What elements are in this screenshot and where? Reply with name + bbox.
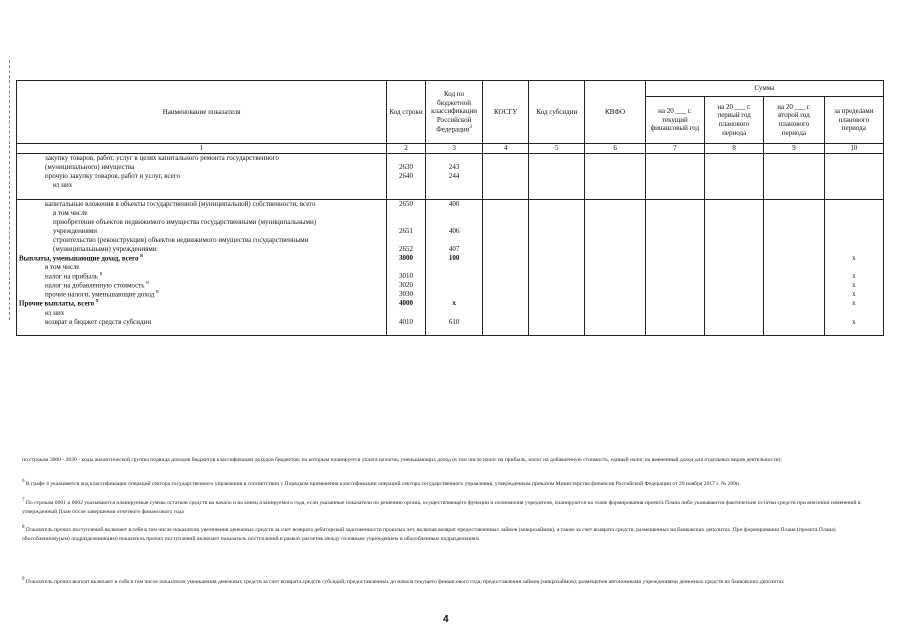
row-beyond	[824, 163, 883, 172]
row-cell	[529, 163, 585, 172]
row-name: налог на добавленную стоимость $^8$	[17, 281, 387, 290]
row-cell	[529, 245, 585, 254]
row-budget-class	[425, 290, 482, 299]
row-code	[387, 326, 426, 336]
row-cell	[645, 281, 704, 290]
row-cell	[529, 154, 585, 164]
row-cell	[585, 154, 645, 164]
row-cell	[645, 172, 704, 181]
row-code	[387, 154, 426, 164]
row-cell	[705, 308, 764, 317]
row-cell	[645, 200, 704, 210]
row-cell	[483, 154, 529, 164]
row-cell	[529, 317, 585, 326]
row-cell	[585, 281, 645, 290]
row-cell	[764, 281, 824, 290]
col-header-year1: на 20 ___ г. текущий финансовый год	[645, 97, 704, 144]
row-cell	[764, 317, 824, 326]
col-header-sum: Сумма	[645, 81, 883, 97]
row-cell	[764, 209, 824, 218]
row-cell	[764, 254, 824, 263]
row-cell	[585, 290, 645, 299]
row-cell	[645, 254, 704, 263]
row-cell	[764, 154, 824, 164]
column-index-8: 8	[705, 144, 764, 154]
row-cell	[705, 317, 764, 326]
row-cell	[585, 200, 645, 210]
row-cell	[764, 172, 824, 181]
row-code: 3000	[387, 254, 426, 263]
row-budget-class: 243	[425, 163, 482, 172]
row-cell	[705, 290, 764, 299]
row-cell	[529, 281, 585, 290]
column-index-4: 4	[483, 144, 529, 154]
row-name: возврат в бюджет средств субсидии	[17, 317, 387, 326]
row-cell	[585, 308, 645, 317]
row-cell	[705, 236, 764, 245]
row-name: капитальные вложения в объекты государственной (муниципальной) собственности, всего	[17, 200, 387, 210]
col-header-budget-class: Код по бюджетной классификации Российской Федерации$^3$	[425, 81, 482, 144]
row-cell	[529, 290, 585, 299]
row-budget-class	[425, 209, 482, 218]
row-cell	[529, 272, 585, 281]
row-cell	[645, 308, 704, 317]
row-cell	[645, 227, 704, 236]
row-budget-class: 244	[425, 172, 482, 181]
row-beyond	[824, 172, 883, 181]
row-code: 4000	[387, 299, 426, 308]
col-header-beyond: за пределами планового периода	[824, 97, 883, 144]
row-budget-class: 400	[425, 200, 482, 210]
row-cell	[529, 218, 585, 227]
row-cell	[483, 254, 529, 263]
row-cell	[585, 227, 645, 236]
row-cell	[483, 236, 529, 245]
col-header-code: Код строки	[387, 81, 426, 144]
row-cell	[645, 190, 704, 200]
row-budget-class	[425, 326, 482, 336]
row-beyond	[824, 263, 883, 272]
row-cell	[705, 299, 764, 308]
row-cell	[483, 308, 529, 317]
row-code: 2630	[387, 163, 426, 172]
row-cell	[483, 290, 529, 299]
row-cell	[705, 281, 764, 290]
row-code: 2652	[387, 245, 426, 254]
col-header-kosgu: КОСГУ	[483, 81, 529, 144]
column-index-1: 1	[17, 144, 387, 154]
row-cell	[585, 218, 645, 227]
row-cell	[645, 326, 704, 336]
binding-margin-line	[9, 60, 11, 320]
table-row	[17, 308, 884, 317]
table-row	[17, 236, 884, 245]
row-cell	[529, 181, 585, 190]
row-cell	[645, 263, 704, 272]
col-header-year2: на 20 ___ г. первый год планового периода	[705, 97, 764, 144]
footnote-6: $^6$ В графе 4 указывается код классификации операций сектора государственного управления в соответствии с Порядком применения классификации операций сектора государственного управления, утвержденным приказом Министерства финансов Российской Федерации от 29 ноября 2017 г. № 209н	[22, 479, 739, 487]
row-cell	[585, 254, 645, 263]
row-cell	[483, 245, 529, 254]
row-budget-class	[425, 218, 482, 227]
table-row	[17, 281, 884, 290]
row-beyond: x	[824, 299, 883, 308]
row-cell	[529, 209, 585, 218]
row-budget-class	[425, 236, 482, 245]
footnote-8: $^8$ Показатель прочих поступлений включает в себя в том числе показатели увеличения денежных средств за счет возврата дебиторской задолженности прошлых лет, включая возврат предоставленных займов (микрозаймов), а также за счет возврата средств, размещенных на банковских депозитах. При формировании Плана (проекта Плана) обособленному(ым) подразделению(ям) показатель прочих поступлений включает показатель поступлений в рамках расчетов между головным учреждением и обособленным подразделением	[22, 525, 836, 542]
row-cell	[764, 290, 824, 299]
row-cell	[705, 181, 764, 190]
row-beyond	[824, 209, 883, 218]
row-budget-class	[425, 263, 482, 272]
row-cell	[585, 172, 645, 181]
row-beyond	[824, 181, 883, 190]
row-cell	[645, 163, 704, 172]
row-name: прочие налоги, уменьшающие доход $^8$	[17, 290, 387, 299]
table-row	[17, 181, 884, 190]
column-index-9: 9	[764, 144, 824, 154]
row-cell	[764, 190, 824, 200]
row-cell	[705, 154, 764, 164]
row-budget-class: 406	[425, 227, 482, 236]
row-cell	[483, 209, 529, 218]
row-cell	[705, 245, 764, 254]
row-code: 3030	[387, 290, 426, 299]
col-header-name: Наименование показателя	[17, 81, 387, 144]
row-cell	[705, 163, 764, 172]
row-beyond	[824, 227, 883, 236]
row-cell	[483, 299, 529, 308]
row-cell	[585, 236, 645, 245]
row-code	[387, 236, 426, 245]
table-row	[17, 317, 884, 326]
row-cell	[585, 326, 645, 336]
row-name: (муниципального) имущества	[17, 163, 387, 172]
row-cell	[645, 236, 704, 245]
row-cell	[705, 263, 764, 272]
row-budget-class: 100	[425, 254, 482, 263]
row-cell	[585, 209, 645, 218]
row-name: приобретение объектов недвижимого имущества государственными (муниципальными)	[17, 218, 387, 227]
table-row	[17, 200, 884, 210]
row-cell	[585, 163, 645, 172]
row-cell	[529, 254, 585, 263]
row-code	[387, 209, 426, 218]
row-code	[387, 218, 426, 227]
row-budget-class	[425, 272, 482, 281]
row-cell	[645, 290, 704, 299]
row-cell	[645, 245, 704, 254]
row-name: налог на прибыль $^8$	[17, 272, 387, 281]
table-row	[17, 190, 884, 200]
row-cell	[483, 317, 529, 326]
row-budget-class	[425, 308, 482, 317]
row-cell	[645, 209, 704, 218]
row-cell	[705, 218, 764, 227]
row-name	[17, 326, 387, 336]
table-row	[17, 290, 884, 299]
table-row	[17, 209, 884, 218]
table-row	[17, 326, 884, 336]
row-cell	[529, 308, 585, 317]
row-cell	[645, 317, 704, 326]
row-cell	[764, 308, 824, 317]
row-budget-class: x	[425, 299, 482, 308]
row-beyond: x	[824, 254, 883, 263]
row-name: в том числе	[17, 263, 387, 272]
footnote-5: по строкам 3000 - 3030 - коды аналитической группы подвида доходов бюджетов классификации доходов бюджетов, по которым планируется уплата налогов, уменьшающих доход (в том числе налог на прибыль, налог на добавленную стоимость, единый налог на вмененный доход для отдельных видов деятельности);	[22, 457, 782, 463]
column-index-6: 6	[585, 144, 645, 154]
row-cell	[529, 227, 585, 236]
row-name: в том числе	[17, 209, 387, 218]
financial-plan-table	[16, 80, 884, 336]
row-cell	[585, 245, 645, 254]
row-cell	[483, 272, 529, 281]
row-cell	[764, 299, 824, 308]
page-number: 4	[443, 614, 449, 625]
row-cell	[529, 172, 585, 181]
col-header-year3: на 20 ___ г. второй год планового периода	[764, 97, 824, 144]
row-cell	[585, 181, 645, 190]
row-code: 4010	[387, 317, 426, 326]
row-code: 3020	[387, 281, 426, 290]
table-row	[17, 254, 884, 263]
row-budget-class	[425, 281, 482, 290]
row-cell	[764, 326, 824, 336]
row-cell	[529, 200, 585, 210]
row-name: Прочие выплаты, всего $^9$	[17, 299, 387, 308]
row-code	[387, 308, 426, 317]
row-cell	[529, 236, 585, 245]
row-cell	[764, 200, 824, 210]
row-name: прочую закупку товаров, работ и услуг, всего	[17, 172, 387, 181]
row-name: закупку товаров, работ, услуг в целях капитального ремонта государственного	[17, 154, 387, 164]
row-cell	[645, 154, 704, 164]
row-budget-class	[425, 154, 482, 164]
row-cell	[529, 326, 585, 336]
row-cell	[585, 317, 645, 326]
row-code	[387, 190, 426, 200]
table-row	[17, 172, 884, 181]
row-cell	[705, 172, 764, 181]
row-cell	[705, 209, 764, 218]
row-cell	[529, 190, 585, 200]
row-cell	[764, 163, 824, 172]
row-cell	[645, 299, 704, 308]
row-cell	[764, 245, 824, 254]
row-cell	[585, 190, 645, 200]
row-beyond: x	[824, 281, 883, 290]
row-beyond	[824, 200, 883, 210]
footnote-7: $^7$ По строкам 0001 и 0002 указываются планируемые суммы остатков средств на начало и на конец планируемого года, если указанные показатели по решению органа, осуществляющего функции и полномочия учредителя, планируются на этапе формирования проекта Плана либо указываются фактические остатки средств при внесении изменений в утвержденный План после завершения отчетного финансового года	[22, 498, 861, 515]
row-budget-class: 610	[425, 317, 482, 326]
row-beyond: x	[824, 272, 883, 281]
row-budget-class	[425, 181, 482, 190]
row-beyond	[824, 190, 883, 200]
row-cell	[705, 200, 764, 210]
table-row	[17, 299, 884, 308]
row-code: 3010	[387, 272, 426, 281]
row-cell	[529, 263, 585, 272]
row-name: строительство (реконструкция) объектов недвижимого имущества государственными	[17, 236, 387, 245]
row-name	[17, 190, 387, 200]
table-row	[17, 163, 884, 172]
row-beyond	[824, 308, 883, 317]
row-beyond: x	[824, 290, 883, 299]
table-row	[17, 245, 884, 254]
table-row	[17, 154, 884, 164]
row-budget-class	[425, 190, 482, 200]
row-beyond	[824, 236, 883, 245]
row-name: учреждениями	[17, 227, 387, 236]
row-beyond	[824, 326, 883, 336]
row-cell	[645, 218, 704, 227]
row-name: из них	[17, 308, 387, 317]
row-cell	[645, 181, 704, 190]
row-cell	[705, 254, 764, 263]
column-index-2: 2	[387, 144, 426, 154]
row-code	[387, 263, 426, 272]
row-code: 2651	[387, 227, 426, 236]
row-cell	[483, 263, 529, 272]
row-cell	[483, 163, 529, 172]
row-cell	[585, 263, 645, 272]
row-cell	[705, 227, 764, 236]
row-code: 2650	[387, 200, 426, 210]
row-beyond	[824, 245, 883, 254]
column-index-10: 10	[824, 144, 883, 154]
row-beyond	[824, 218, 883, 227]
row-cell	[764, 272, 824, 281]
row-code: 2640	[387, 172, 426, 181]
row-beyond: x	[824, 317, 883, 326]
row-cell	[585, 299, 645, 308]
row-beyond	[824, 154, 883, 164]
row-cell	[483, 172, 529, 181]
row-cell	[764, 181, 824, 190]
row-cell	[764, 227, 824, 236]
row-budget-class: 407	[425, 245, 482, 254]
table-row	[17, 227, 884, 236]
row-cell	[645, 272, 704, 281]
row-name: (муниципальными) учреждениями	[17, 245, 387, 254]
column-index-5: 5	[529, 144, 585, 154]
row-cell	[585, 272, 645, 281]
column-index-7: 7	[645, 144, 704, 154]
row-code	[387, 181, 426, 190]
row-cell	[529, 299, 585, 308]
row-cell	[483, 200, 529, 210]
column-index-3: 3	[425, 144, 482, 154]
footnote-9: $^9$ Показатель прочих выплат включает в себя в том числе показатели уменьшения денежных средств за счет возврата средств субсидий, предоставленных до начала текущего финансового года, предоставления займов (микрозаймов), размещения автономными учреждениями денежных средств на банковских депозитах	[22, 577, 784, 585]
row-cell	[764, 218, 824, 227]
table-row	[17, 263, 884, 272]
row-cell	[483, 181, 529, 190]
col-header-subsidy: Код субсидии	[529, 81, 585, 144]
row-name: из них	[17, 181, 387, 190]
row-cell	[483, 281, 529, 290]
row-cell	[705, 272, 764, 281]
row-cell	[483, 190, 529, 200]
row-cell	[483, 218, 529, 227]
row-cell	[705, 326, 764, 336]
row-cell	[483, 326, 529, 336]
row-cell	[705, 190, 764, 200]
col-header-kvfo: КВФО	[585, 81, 645, 144]
table-row	[17, 272, 884, 281]
row-cell	[764, 263, 824, 272]
row-name: Выплаты, уменьшающие доход, всего $^8$	[17, 254, 387, 263]
row-cell	[483, 227, 529, 236]
row-cell	[764, 236, 824, 245]
table-row	[17, 218, 884, 227]
column-index-row	[17, 144, 884, 154]
